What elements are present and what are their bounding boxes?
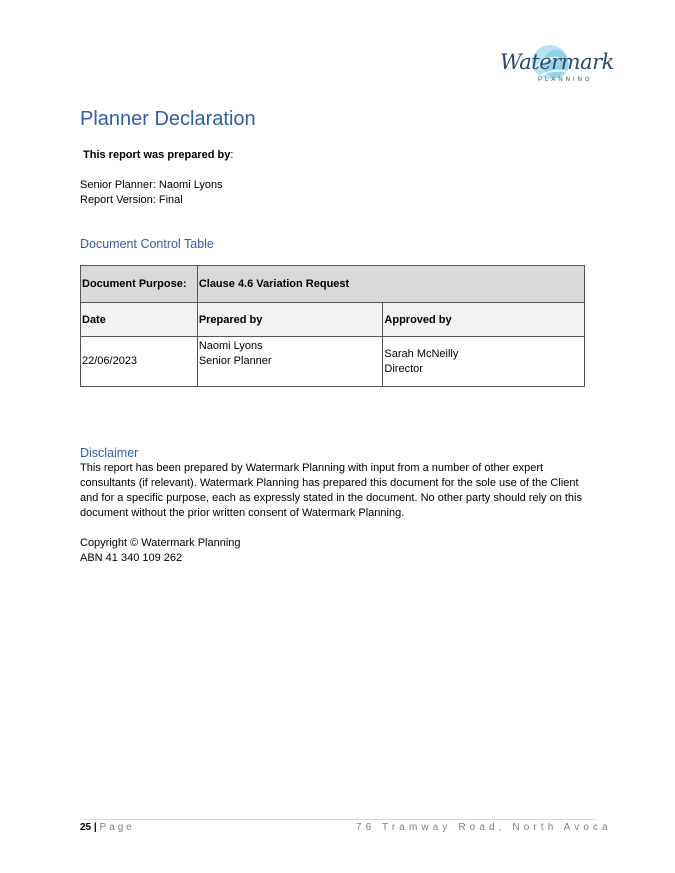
approved-cell	[383, 337, 585, 387]
disclaimer-heading: Disclaimer	[80, 446, 139, 460]
copyright-line: Copyright © Watermark Planning	[80, 537, 241, 549]
watermark-planning-logo	[498, 38, 614, 94]
purpose-value-cell: Clause 4.6 Variation Request	[197, 266, 584, 303]
page-number-footer	[80, 822, 135, 833]
prepared-name: Naomi Lyons	[198, 340, 263, 352]
approved-header-cell: Approved by	[383, 303, 585, 337]
date-cell: 22/06/2023	[81, 337, 198, 387]
page-label: Page	[99, 822, 135, 833]
approved-name: Sarah McNeilly	[384, 347, 459, 360]
page-separator: |	[91, 822, 100, 833]
date-header-cell: Date	[81, 303, 198, 337]
document-control-table	[80, 265, 585, 387]
table-row	[81, 266, 585, 303]
prepared-header-cell: Prepared by	[197, 303, 383, 337]
logo-subtitle: PLANNING	[538, 77, 593, 83]
page-title: Planner Declaration	[80, 108, 256, 130]
logo-wordmark: Watermark	[500, 50, 614, 74]
table-row	[81, 303, 585, 337]
abn-line: ABN 41 340 109 262	[80, 552, 183, 564]
footer-address: 76 Tramway Road, North Avoca	[356, 822, 612, 833]
page-number: 25	[80, 822, 92, 833]
version-line: Report Version: Final	[80, 194, 183, 206]
author-line: Senior Planner: Naomi Lyons	[80, 179, 223, 191]
prepared-role: Senior Planner	[198, 355, 272, 367]
prepared-by-colon: :	[230, 149, 234, 161]
approved-role: Director	[384, 362, 423, 375]
control-table-heading: Document Control Table	[80, 237, 214, 251]
purpose-label-cell: Document Purpose:	[81, 266, 198, 303]
prepared-by-label: This report was prepared by	[83, 149, 231, 161]
prepared-by-line	[83, 149, 233, 161]
table-row	[81, 337, 585, 387]
disclaimer-text: This report has been prepared by Watermark Planning with input from a number of other expert consultants (if relevant). Watermark Planning has prepared this document for the sole use of the Client and for a specific purpose, each as expressly stated in the document. No other party should rely on this document without the prior written consent of Watermark Planning.	[80, 462, 582, 519]
footer-divider	[80, 819, 596, 820]
prepared-cell	[197, 337, 383, 387]
